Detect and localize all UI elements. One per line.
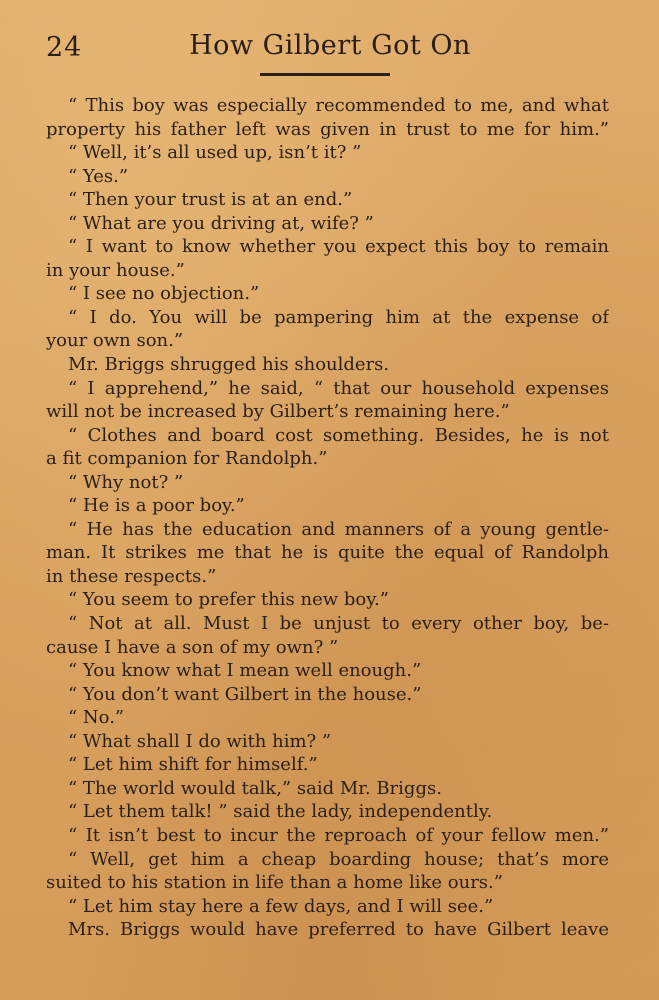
text-line: “ No.” [68, 707, 125, 729]
text-line: Mrs. Briggs would have preferred to have Gilbert leave [68, 919, 609, 941]
body-text [46, 94, 609, 942]
text-line: “ I want to know whether you expect this boy to remain [68, 236, 609, 258]
text-line: “ You seem to prefer this new boy.” [68, 589, 389, 611]
text-line: “ The world would talk,” said Mr. Briggs. [68, 777, 442, 799]
text-line: “ What shall I do with him? ” [68, 730, 332, 752]
text-line: “ This boy was especially recommended to me, and what [68, 95, 609, 116]
text-line: “ Then your trust is at an end.” [68, 189, 353, 211]
text-line: will not be increased by Gilbert’s remaining here.” [46, 401, 510, 423]
text-line: “ Yes.” [68, 165, 129, 187]
text-line: “ Not at all. Must I be unjust to every other boy, be- [68, 613, 609, 635]
text-line: your own son.” [46, 330, 184, 352]
text-line: “ I apprehend,” he said, “ that our household expenses [68, 377, 609, 399]
text-line: “ I do. You will be pampering him at the expense of [68, 306, 609, 328]
running-head-title: How Gilbert Got On [189, 30, 471, 61]
text-line: “ He is a poor boy.” [68, 495, 245, 517]
header-rule [260, 73, 390, 76]
text-line: “ He has the education and manners of a young gentle- [68, 518, 609, 540]
page-header [0, 30, 659, 70]
text-line: man. It strikes me that he is quite the equal of Randolph [46, 542, 609, 564]
page-number: 24 [46, 32, 83, 63]
text-line: in your house.” [46, 259, 185, 281]
text-line: property his father left was given in trust to me for him.” [46, 118, 609, 140]
text-line: cause I have a son of my own? ” [46, 636, 339, 658]
text-line: suited to his station in life than a home like ours.” [46, 872, 503, 894]
text-line: a fit companion for Randolph.” [46, 448, 328, 470]
text-line: “ Why not? ” [68, 471, 184, 493]
text-line: Mr. Briggs shrugged his shoulders. [68, 354, 390, 376]
text-line: “ Let them talk! ” said the lady, independently. [68, 801, 493, 823]
text-line: “ Let him stay here a few days, and I will see.” [68, 895, 494, 917]
text-line: “ Well, it’s all used up, isn’t it? ” [68, 142, 362, 164]
text-line: “ I see no objection.” [68, 283, 260, 305]
text-line: “ You know what I mean well enough.” [68, 660, 422, 682]
text-line: “ What are you driving at, wife? ” [68, 212, 374, 234]
text-line: “ It isn’t best to incur the reproach of your fellow men.” [68, 824, 609, 846]
text-line: “ Well, get him a cheap boarding house; that’s more [68, 848, 609, 870]
text-line: “ Clothes and board cost something. Besides, he is not [68, 424, 609, 446]
text-line: “ Let him shift for himself.” [68, 754, 318, 776]
text-line: “ You don’t want Gilbert in the house.” [68, 683, 422, 705]
text-line: in these respects.” [46, 565, 217, 587]
